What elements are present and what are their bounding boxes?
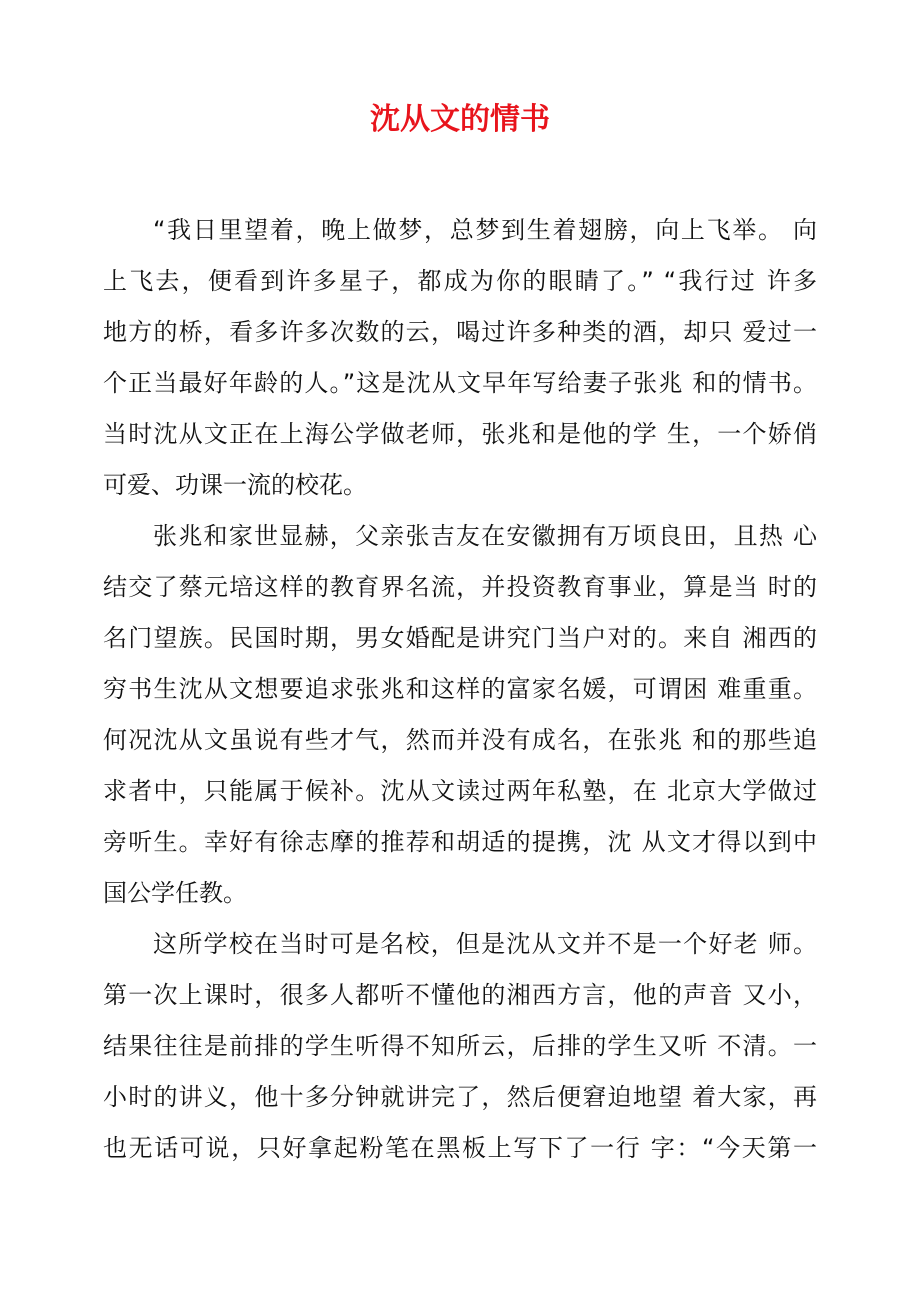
document-title: 沈从文的情书 xyxy=(370,102,550,137)
text-line: 可爱、功课一流的校花。 xyxy=(103,471,367,499)
text-line: 结果往往是前排的学生听得不知所云，后排的学生又听 不清。一 xyxy=(103,1032,817,1060)
text-line: “我日里望着，晚上做梦，总梦到生着翅膀，向上飞举。 向 xyxy=(153,216,817,244)
text-line: 张兆和家世显赫，父亲张吉友在安徽拥有万顷良田，且热 心 xyxy=(153,522,817,550)
text-line: 穷书生沈从文想要追求张兆和这样的富家名媛，可谓困 难重重。 xyxy=(103,675,817,703)
paragraph xyxy=(103,517,817,925)
text-line: 求者中，只能属于候补。沈从文读过两年私塾，在 北京大学做过 xyxy=(103,777,817,805)
paragraph xyxy=(103,925,817,1180)
text-line: 国公学任教。 xyxy=(103,879,247,907)
text-line: 旁听生。幸好有徐志摩的推荐和胡适的提携，沈 从文才得以到中 xyxy=(103,828,817,856)
text-line: 个正当最好年龄的人。”这是沈从文早年写给妻子张兆 和的情书。 xyxy=(103,369,817,397)
text-line: 小时的讲义，他十多分钟就讲完了，然后便窘迫地望 着大家，再 xyxy=(103,1083,817,1111)
text-line: 当时沈从文正在上海公学做老师，张兆和是他的学 生，一个娇俏 xyxy=(103,420,817,448)
text-line: 结交了蔡元培这样的教育界名流，并投资教育事业，算是当 时的 xyxy=(103,573,817,601)
text-line: 也无话可说，只好拿起粉笔在黑板上写下了一行 字：“今天第一 xyxy=(103,1134,817,1162)
text-line: 名门望族。民国时期，男女婚配是讲究门当户对的。来自 湘西的 xyxy=(103,624,817,652)
paragraph xyxy=(103,211,817,517)
text-line: 这所学校在当时可是名校，但是沈从文并不是一个好老 师。 xyxy=(153,930,817,958)
text-line: 第一次上课时，很多人都听不懂他的湘西方言，他的声音 又小， xyxy=(103,981,817,1009)
text-line: 上飞去，便看到许多星子，都成为你的眼睛了。” “我行过 许多 xyxy=(103,267,817,295)
document-body xyxy=(103,211,817,1180)
text-line: 何况沈从文虽说有些才气，然而并没有成名，在张兆 和的那些追 xyxy=(103,726,817,754)
text-line: 地方的桥，看多许多次数的云，喝过许多种类的酒，却只 爱过一 xyxy=(103,318,817,346)
